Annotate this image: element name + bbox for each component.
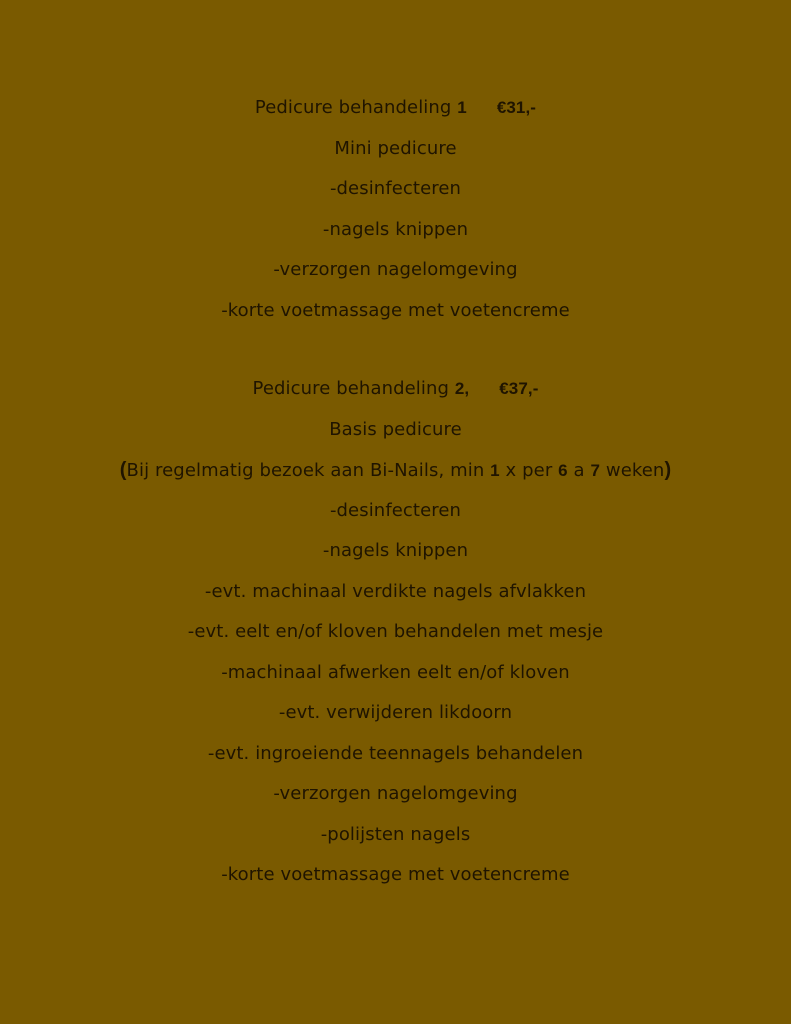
note-number: 6: [558, 461, 568, 480]
treatment-item: -evt. ingroeiende teennagels behandelen: [207, 742, 584, 764]
treatment-item: -polijsten nagels: [320, 823, 471, 845]
treatment-title: [0, 93, 791, 134]
treatment-number: 2,: [454, 379, 470, 398]
treatment-title-text: Pedicure behandeling: [252, 378, 455, 399]
treatment-number: 1: [457, 98, 467, 117]
treatment-subtitle: Mini pedicure: [334, 137, 457, 159]
note-text: weken: [600, 460, 665, 481]
treatment-section-2: [0, 374, 791, 901]
treatment-subtitle: Basis pedicure: [329, 418, 462, 440]
treatment-title: [0, 374, 791, 415]
treatment-item: -evt. verwijderen likdoorn: [278, 702, 513, 723]
treatment-item: -nagels knippen: [322, 540, 469, 561]
treatment-item: -korte voetmassage met voetencreme: [221, 864, 570, 885]
treatment-item: -verzorgen nagelomgeving: [273, 783, 518, 804]
treatment-note: [0, 455, 791, 496]
treatment-item: -machinaal afwerken eelt en/of kloven: [221, 661, 570, 683]
treatment-item: -desinfecteren: [329, 499, 462, 521]
treatment-item: -desinfecteren: [329, 178, 462, 199]
note-text: a: [567, 460, 591, 481]
treatment-item: -nagels knippen: [322, 218, 469, 240]
note-text: x per: [499, 460, 559, 481]
note-number: 1: [490, 461, 500, 480]
note-open-paren: (: [119, 459, 127, 481]
treatment-price: €37,-: [499, 379, 539, 398]
note-text: Bij regelmatig bezoek aan Bi-Nails, min: [126, 460, 491, 481]
note-number: 7: [590, 461, 601, 480]
treatment-price: €31,-: [496, 98, 537, 117]
treatment-item: -korte voetmassage met voetencreme: [221, 299, 570, 321]
note-close-paren: ): [664, 459, 672, 481]
treatment-item: -verzorgen nagelomgeving: [273, 259, 518, 280]
treatment-title-text: Pedicure behandeling: [254, 97, 458, 118]
treatment-item: -evt. eelt en/of kloven behandelen met mesje: [187, 621, 604, 642]
treatment-item: -evt. machinaal verdikte nagels afvlakken: [204, 580, 587, 602]
treatment-section-1: [0, 93, 791, 336]
